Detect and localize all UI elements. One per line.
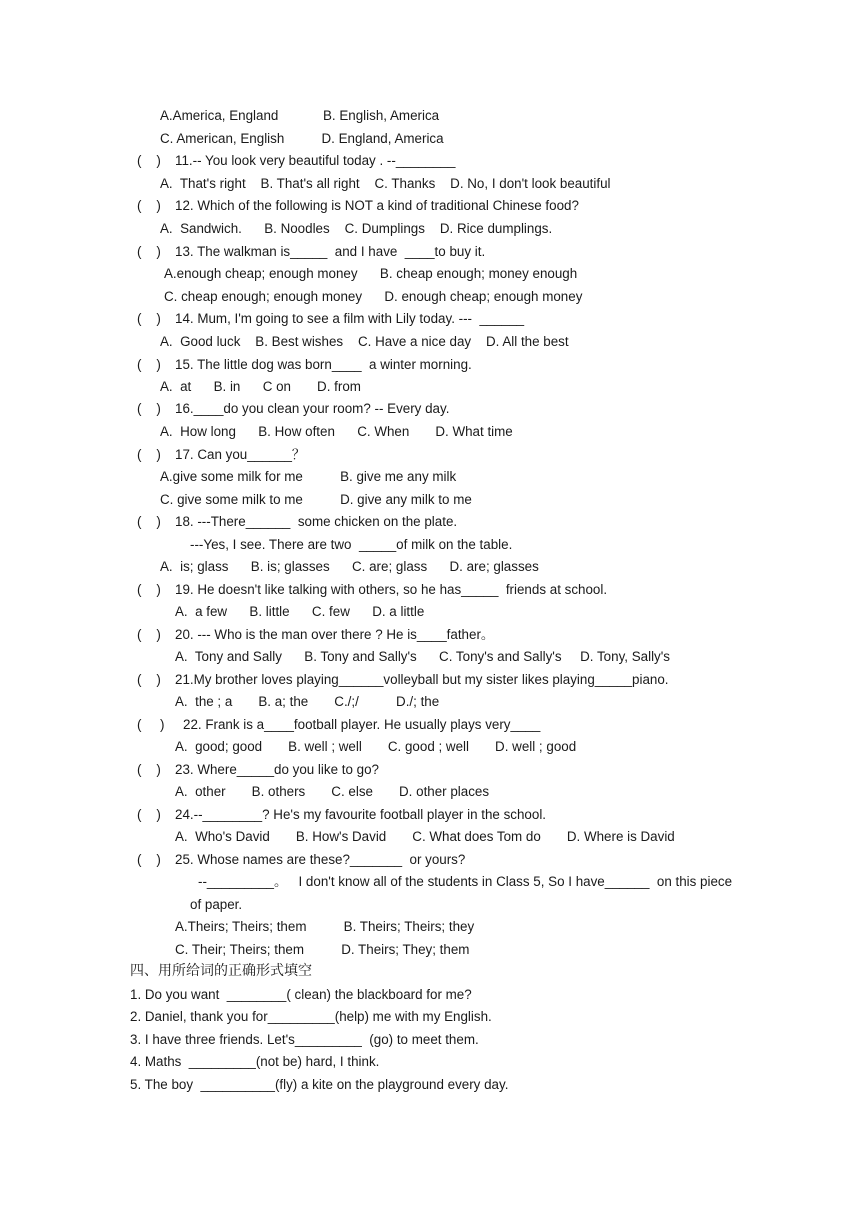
option-line: A. the ; a B. a; the C./;/ D./; the <box>175 694 440 709</box>
fill-item: 3. I have three friends. Let's_________ (go) to meet them. <box>130 1032 479 1047</box>
option-line: C. give some milk to me D. give any milk to me <box>160 492 472 507</box>
answer-bracket: ( ) <box>137 447 161 462</box>
question-line: 24.--________? He's my favourite football player in the school. <box>175 807 547 822</box>
fill-item: 5. The boy __________(fly) a kite on the playground every day. <box>130 1077 509 1092</box>
answer-bracket: ( ) <box>137 401 161 416</box>
option-line: A. That's right B. That's all right C. Thanks D. No, I don't look beautiful <box>160 176 611 191</box>
question-line: 17. Can you______？ <box>175 447 306 462</box>
answer-bracket: ( ) <box>137 672 161 687</box>
answer-bracket: ( ) <box>137 311 161 326</box>
option-line: A. other B. others C. else D. other places <box>175 784 490 799</box>
section-heading: 四、用所给词的正确形式填空 <box>130 963 312 979</box>
option-line: C. cheap enough; enough money D. enough cheap; enough money <box>164 289 583 304</box>
option-line: A. good; good B. well ; well C. good ; well D. well ; good <box>175 739 577 754</box>
question-line: --_________。 I don't know all of the students in Class 5, So I have______ on this piece <box>198 874 733 889</box>
question-line: ---Yes, I see. There are two _____of milk on the table. <box>190 537 513 552</box>
option-line: A. at B. in C on D. from <box>160 379 361 394</box>
answer-bracket: ( ) <box>137 244 161 259</box>
answer-bracket: ( ) <box>137 717 165 732</box>
option-line: A. a few B. little C. few D. a little <box>175 604 425 619</box>
answer-bracket: ( ) <box>137 762 161 777</box>
question-line: 16.____do you clean your room? -- Every day. <box>175 401 450 416</box>
option-line: C. American, English D. England, America <box>160 131 444 146</box>
question-line: 15. The little dog was born____ a winter morning. <box>175 357 472 372</box>
fill-item: 4. Maths _________(not be) hard, I think. <box>130 1054 380 1069</box>
question-line: 19. He doesn't like talking with others, so he has_____ friends at school. <box>175 582 608 597</box>
fill-item: 2. Daniel, thank you for_________(help) me with my English. <box>130 1009 492 1024</box>
option-line: A. Good luck B. Best wishes C. Have a nice day D. All the best <box>160 334 569 349</box>
answer-bracket: ( ) <box>137 198 161 213</box>
option-line: C. Their; Theirs; them D. Theirs; They; them <box>175 942 470 957</box>
question-line: 11.-- You look very beautiful today . --________ <box>175 153 456 168</box>
answer-bracket: ( ) <box>137 153 161 168</box>
question-line: 12. Which of the following is NOT a kind of traditional Chinese food? <box>175 198 579 213</box>
answer-bracket: ( ) <box>137 627 161 642</box>
question-line: 14. Mum, I'm going to see a film with Lily today. --- ______ <box>175 311 525 326</box>
answer-bracket: ( ) <box>137 514 161 529</box>
question-line: 20. --- Who is the man over there ? He is____father。 <box>175 627 495 642</box>
question-line: 13. The walkman is_____ and I have ____to buy it. <box>175 244 486 259</box>
answer-bracket: ( ) <box>137 807 161 822</box>
question-line: 25. Whose names are these?_______ or yours? <box>175 852 466 867</box>
option-line: A.Theirs; Theirs; them B. Theirs; Theirs; they <box>175 919 475 934</box>
question-line: of paper. <box>190 897 243 912</box>
option-line: A.give some milk for me B. give me any milk <box>160 469 457 484</box>
option-line: A. Who's David B. How's David C. What does Tom do D. Where is David <box>175 829 675 844</box>
answer-bracket: ( ) <box>137 852 161 867</box>
question-line: 18. ---There______ some chicken on the plate. <box>175 514 458 529</box>
answer-bracket: ( ) <box>137 357 161 372</box>
option-line: A.enough cheap; enough money B. cheap enough; money enough <box>164 266 578 281</box>
question-line: 22. Frank is a____football player. He usually plays very____ <box>183 717 541 732</box>
option-line: A. is; glass B. is; glasses C. are; glass D. are; glasses <box>160 559 539 574</box>
option-line: A.America, England B. English, America <box>160 108 440 123</box>
answer-bracket: ( ) <box>137 582 161 597</box>
option-line: A. Tony and Sally B. Tony and Sally's C. Tony's and Sally's D. Tony, Sally's <box>175 649 670 664</box>
option-line: A. How long B. How often C. When D. What time <box>160 424 513 439</box>
option-line: A. Sandwich. B. Noodles C. Dumplings D. Rice dumplings. <box>160 221 553 236</box>
question-line: 23. Where_____do you like to go? <box>175 762 379 777</box>
fill-item: 1. Do you want ________( clean) the blackboard for me? <box>130 987 472 1002</box>
question-line: 21.My brother loves playing______volleyball but my sister likes playing_____piano. <box>175 672 669 687</box>
